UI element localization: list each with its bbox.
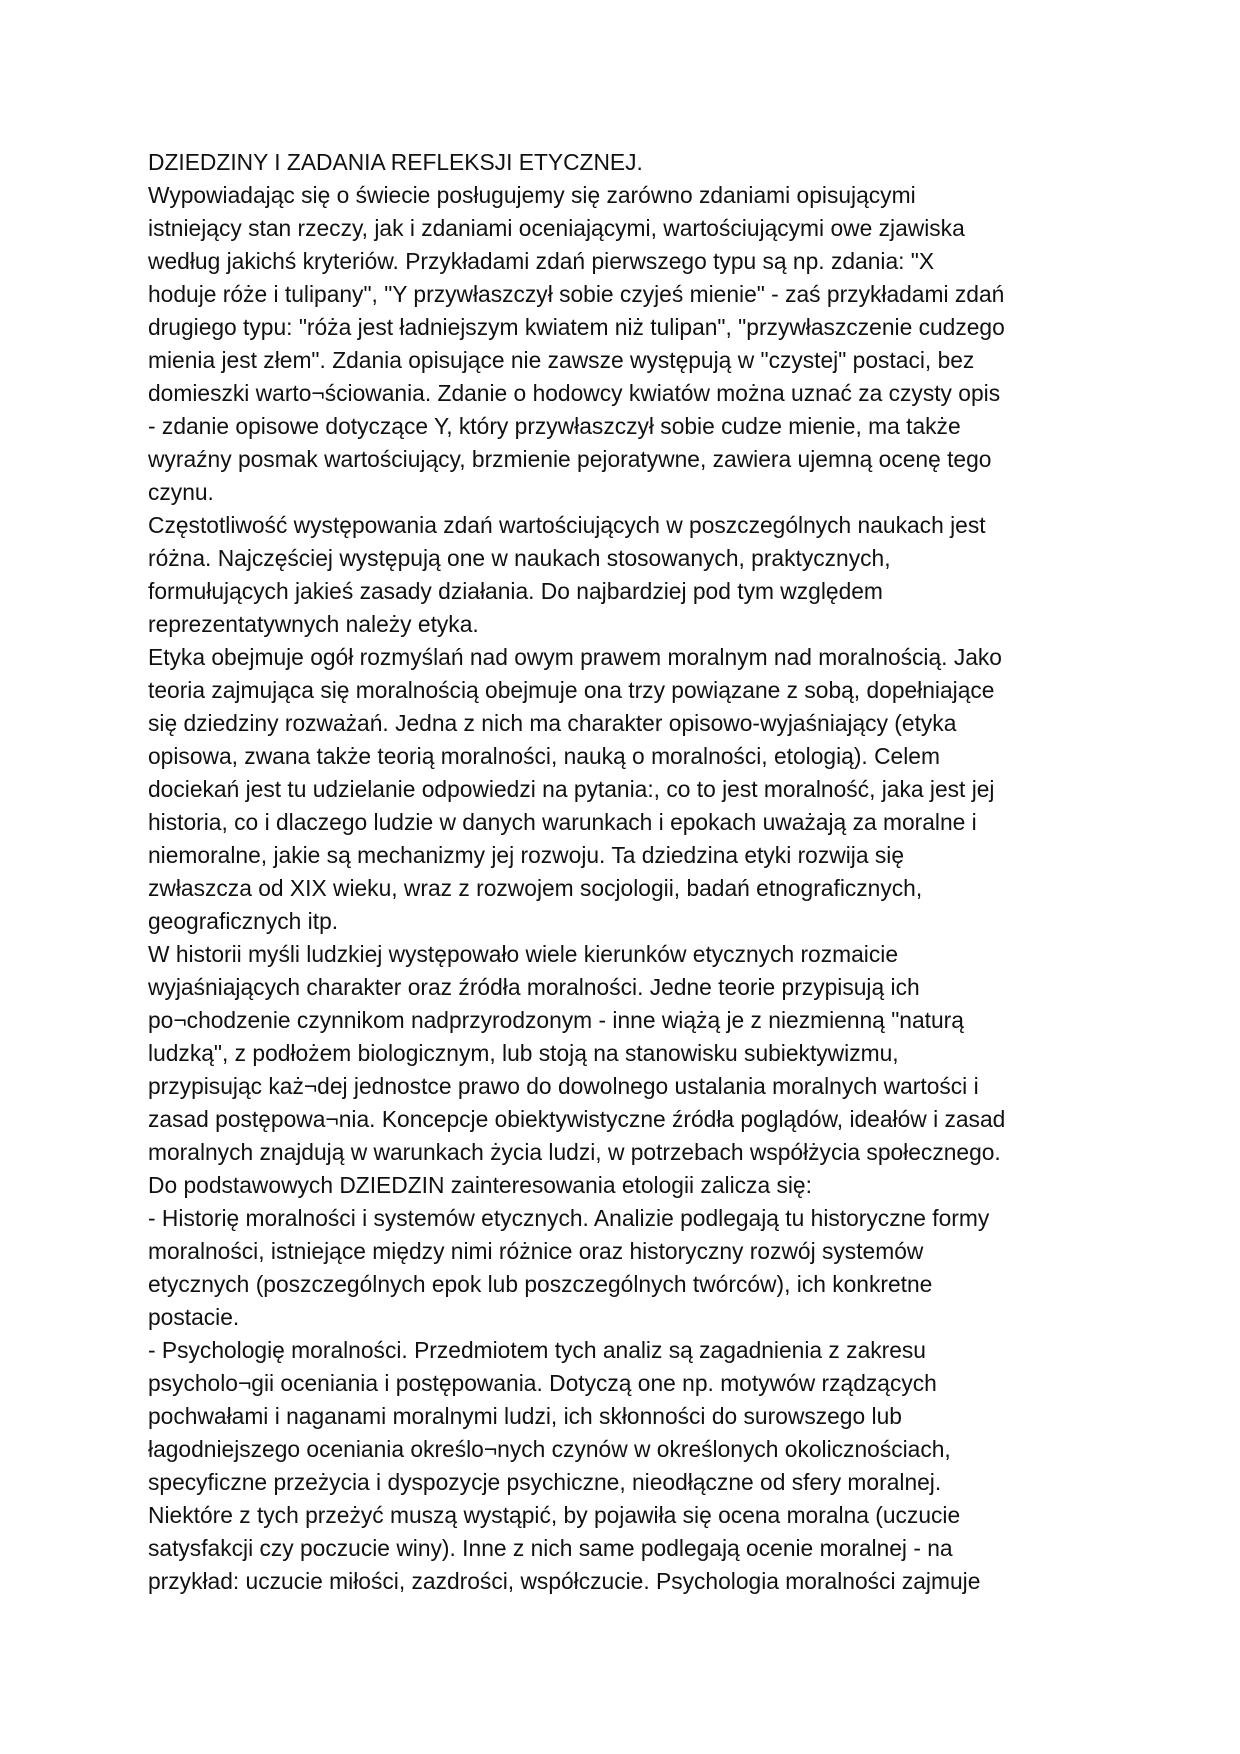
body-text-line: - Historię moralności i systemów etycznych. Analizie podlegają tu historyczne formy: [148, 1205, 990, 1231]
body-text-line: po¬chodzenie czynnikom nadprzyrodzonym - inne wiążą je z niezmienną "naturą: [148, 1007, 964, 1033]
document-body: [148, 146, 1148, 1598]
body-text-line: teoria zajmująca się moralnością obejmuje ona trzy powiązane z sobą, dopełniające: [148, 677, 995, 703]
body-text-line: Etyka obejmuje ogół rozmyślań nad owym prawem moralnym nad moralnością. Jako: [148, 644, 1002, 670]
body-text-line: niemoralne, jakie są mechanizmy jej rozwoju. Ta dziedzina etyki rozwija się: [148, 842, 905, 868]
body-text-line: moralnych znajdują w warunkach życia ludzi, w potrzebach współżycia społecznego.: [148, 1139, 1001, 1165]
body-text-line: Do podstawowych DZIEDZIN zainteresowania etologii zalicza się:: [148, 1172, 812, 1198]
body-text-line: formułujących jakieś zasady działania. Do najbardziej pod tym względem: [148, 578, 883, 604]
body-text-line: reprezentatywnych należy etyka.: [148, 611, 479, 637]
body-text-line: - Psychologię moralności. Przedmiotem tych analiz są zagadnienia z zakresu: [148, 1337, 926, 1363]
body-text-line: Wypowiadając się o świecie posługujemy się zarówno zdaniami opisującymi: [148, 182, 916, 208]
body-text-line: zwłaszcza od XIX wieku, wraz z rozwojem socjologii, badań etnograficznych,: [148, 875, 923, 901]
body-text-line: istniejący stan rzeczy, jak i zdaniami oceniającymi, wartościującymi owe zjawiska: [148, 215, 965, 241]
body-text-line: postacie.: [148, 1304, 240, 1330]
body-text-line: - zdanie opisowe dotyczące Y, który przywłaszczył sobie cudze mienie, ma także: [148, 413, 961, 439]
body-text-line: satysfakcji czy poczucie winy). Inne z nich same podlegają ocenie moralnej - na: [148, 1535, 953, 1561]
body-text-line: historia, co i dlaczego ludzie w danych warunkach i epokach uważają za moralne i: [148, 809, 977, 835]
body-text-line: specyficzne przeżycia i dyspozycje psychiczne, nieodłączne od sfery moralnej.: [148, 1469, 942, 1495]
body-text-line: hoduje róże i tulipany", "Y przywłaszczył sobie czyjeś mienie" - zaś przykładami zdań: [148, 281, 1005, 307]
body-text-line: geograficznych itp.: [148, 908, 339, 934]
body-text-line: Niektóre z tych przeżyć muszą wystąpić, by pojawiła się ocena moralna (uczucie: [148, 1502, 961, 1528]
body-text-line: moralności, istniejące między nimi różnice oraz historyczny rozwój systemów: [148, 1238, 924, 1264]
body-text-line: ludzką", z podłożem biologicznym, lub stoją na stanowisku subiektywizmu,: [148, 1040, 899, 1066]
body-text-line: według jakichś kryteriów. Przykładami zdań pierwszego typu są np. zdania: "X: [148, 248, 935, 274]
body-text-line: psycholo¬gii oceniania i postępowania. Dotyczą one np. motywów rządzących: [148, 1370, 937, 1396]
body-text-line: domieszki warto¬ściowania. Zdanie o hodowcy kwiatów można uznać za czysty opis: [148, 380, 1001, 406]
body-text-line: czynu.: [148, 479, 214, 505]
body-text-line: przypisując każ¬dej jednostce prawo do dowolnego ustalania moralnych wartości i: [148, 1073, 979, 1099]
body-text-line: dociekań jest tu udzielanie odpowiedzi na pytania:, co to jest moralność, jaka jest jej: [148, 776, 995, 802]
body-text-line: różna. Najczęściej występują one w naukach stosowanych, praktycznych,: [148, 545, 891, 571]
body-text-line: drugiego typu: "róża jest ładniejszym kwiatem niż tulipan", "przywłaszczenie cudzego: [148, 314, 1005, 340]
body-text-line: wyraźny posmak wartościujący, brzmienie pejoratywne, zawiera ujemną ocenę tego: [148, 446, 992, 472]
body-text-line: zasad postępowa¬nia. Koncepcje obiektywistyczne źródła poglądów, ideałów i zasad: [148, 1106, 1006, 1132]
document-title: DZIEDZINY I ZADANIA REFLEKSJI ETYCZNEJ.: [148, 149, 643, 175]
body-text-line: wyjaśniających charakter oraz źródła moralności. Jedne teorie przypisują ich: [148, 974, 920, 1000]
body-text-line: mienia jest złem". Zdania opisujące nie zawsze występują w "czystej" postaci, bez: [148, 347, 975, 373]
body-text-line: się dziedziny rozważań. Jedna z nich ma charakter opisowo-wyjaśniający (etyka: [148, 710, 957, 736]
body-text-line: etycznych (poszczególnych epok lub poszczególnych twórców), ich konkretne: [148, 1271, 933, 1297]
body-text-line: W historii myśli ludzkiej występowało wiele kierunków etycznych rozmaicie: [148, 941, 899, 967]
body-text-line: łagodniejszego oceniania określo¬nych czynów w określonych okolicznościach,: [148, 1436, 951, 1462]
body-text-line: Częstotliwość występowania zdań wartościujących w poszczególnych naukach jest: [148, 512, 986, 538]
body-text-line: pochwałami i naganami moralnymi ludzi, ich skłonności do surowszego lub: [148, 1403, 902, 1429]
body-text-line: przykład: uczucie miłości, zazdrości, współczucie. Psychologia moralności zajmuje: [148, 1568, 981, 1594]
body-text-line: opisowa, zwana także teorią moralności, nauką o moralności, etologią). Celem: [148, 743, 940, 769]
